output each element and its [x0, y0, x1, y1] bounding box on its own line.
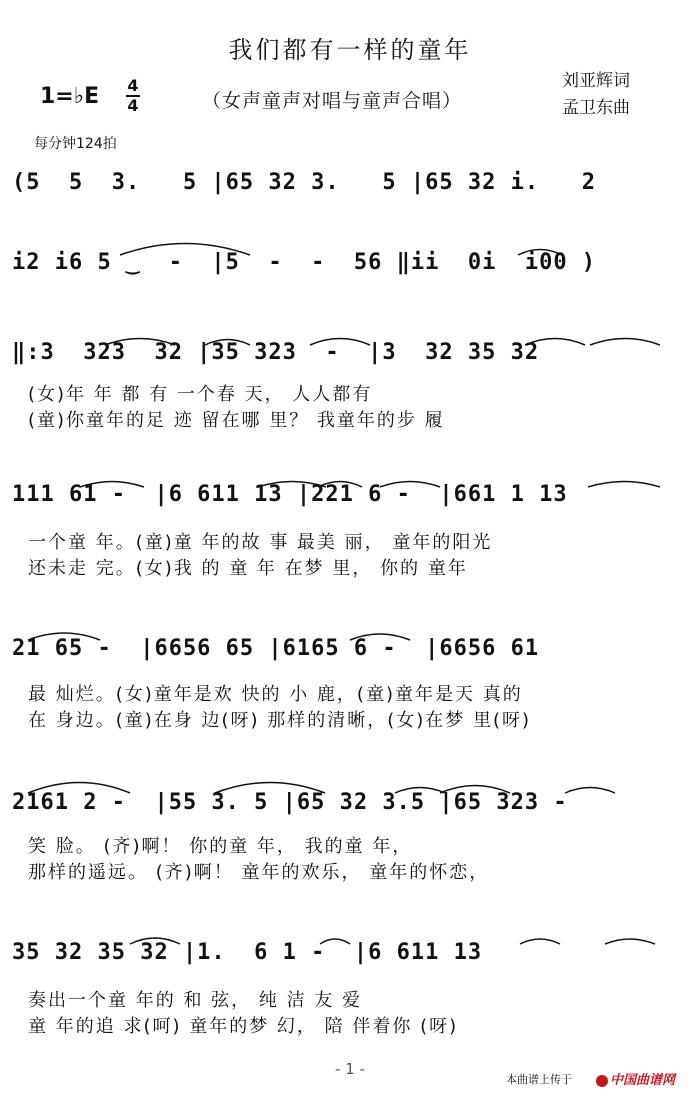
lyric-line-1: (女)年 年 都 有 一个春 天， 人人都有 [28, 384, 373, 405]
slur-arc [380, 482, 440, 488]
site-logo-icon [596, 1075, 608, 1087]
lyric-line-2: (童)你童年的足 迹 留在哪 里？ 我童年的步 履 [28, 410, 445, 431]
lyric-line-1: 最 灿烂。(女)童年是欢 快的 小 鹿，(童)童年是天 真的 [28, 684, 523, 705]
slur-arc [205, 340, 250, 346]
slur-arc [105, 339, 175, 346]
page-number: - 1 - [335, 1060, 365, 1078]
slur-arc [80, 482, 144, 488]
key-signature: 1=♭E [40, 84, 100, 109]
slur-arc [28, 633, 100, 640]
slur-arc [588, 482, 660, 488]
notation-line: ‖:3 323 32 |35 323 - |3 32 35 32 [12, 340, 540, 365]
notation-line: 111 61 - |6 611 13 |221 6 - |661 1 13 [12, 482, 568, 507]
slur-arc [440, 786, 510, 794]
slur-arc [320, 939, 350, 944]
performance-subtitle: （女声童声对唱与童声合唱） [202, 90, 463, 112]
site-name: 中国曲谱网 [610, 1073, 676, 1088]
tie-arc [120, 244, 250, 256]
slur-arc [350, 634, 410, 640]
tempo-marking: 每分钟124拍 [34, 136, 117, 152]
notation-line: (5 5 3. 5 |65 32 3. 5 |65 32 i. 2 [12, 170, 597, 195]
slur-arc [310, 339, 370, 346]
slur-arc [258, 482, 326, 488]
lyric-line-2: 在 身边。(童)在身 边(呀) 那样的清晰，(女)在梦 里(呀) [28, 710, 532, 731]
notation-line: 35 32 35 32 |1. 6 1 - |6 611 13 [12, 940, 483, 965]
notation-line: 21 65 - |6656 65 |6165 6 - |6656 61 [12, 636, 540, 661]
slur-arc [590, 339, 660, 346]
notation-line: 2161 2 - |55 3. 5 |65 32 3.5 |65 323 - [12, 790, 568, 815]
meter-bottom: 4 [127, 96, 139, 115]
slur-arc [520, 939, 560, 944]
lyric-line-1: 笑 脸。 (齐)啊！ 你的童 年， 我的童 年， [28, 836, 413, 857]
slur-arc [130, 938, 180, 944]
meter-top: 4 [127, 76, 139, 95]
lyric-line-2: 还未走 完。(女)我 的 童 年 在梦 里， 你的 童年 [28, 558, 468, 579]
slur-arc [395, 788, 445, 794]
slur-arc [215, 783, 325, 794]
lyric-line-1: 奏出一个童 年的 和 弦， 纯 洁 友 爱 [28, 990, 363, 1011]
notation-line: i2 i6 5 ‿ - |5 - - 56 ‖ii 0i i00 ) [12, 250, 597, 275]
slur-arc [525, 339, 585, 346]
lyric-line-2: 那样的遥远。 (齐)啊！ 童年的欢乐， 童年的怀恋， [28, 862, 490, 883]
site-logo [596, 1069, 675, 1088]
composer-credit: 孟卫东曲 [562, 98, 630, 118]
slur-arc [565, 788, 615, 794]
upload-note: 本曲谱上传于 [506, 1073, 572, 1086]
slur-arc [28, 783, 130, 794]
song-title: 我们都有一样的童年 [228, 36, 472, 64]
lyric-line-1: 一个童 年。(童)童 年的故 事 最美 丽， 童年的阳光 [28, 532, 493, 553]
slur-arc [605, 939, 655, 944]
lyric-line-2: 童 年的追 求(呵) 童年的梦 幻， 陪 伴着你 (呀) [28, 1016, 459, 1037]
slur-arc [518, 250, 562, 256]
lyricist-credit: 刘亚辉词 [562, 71, 630, 91]
